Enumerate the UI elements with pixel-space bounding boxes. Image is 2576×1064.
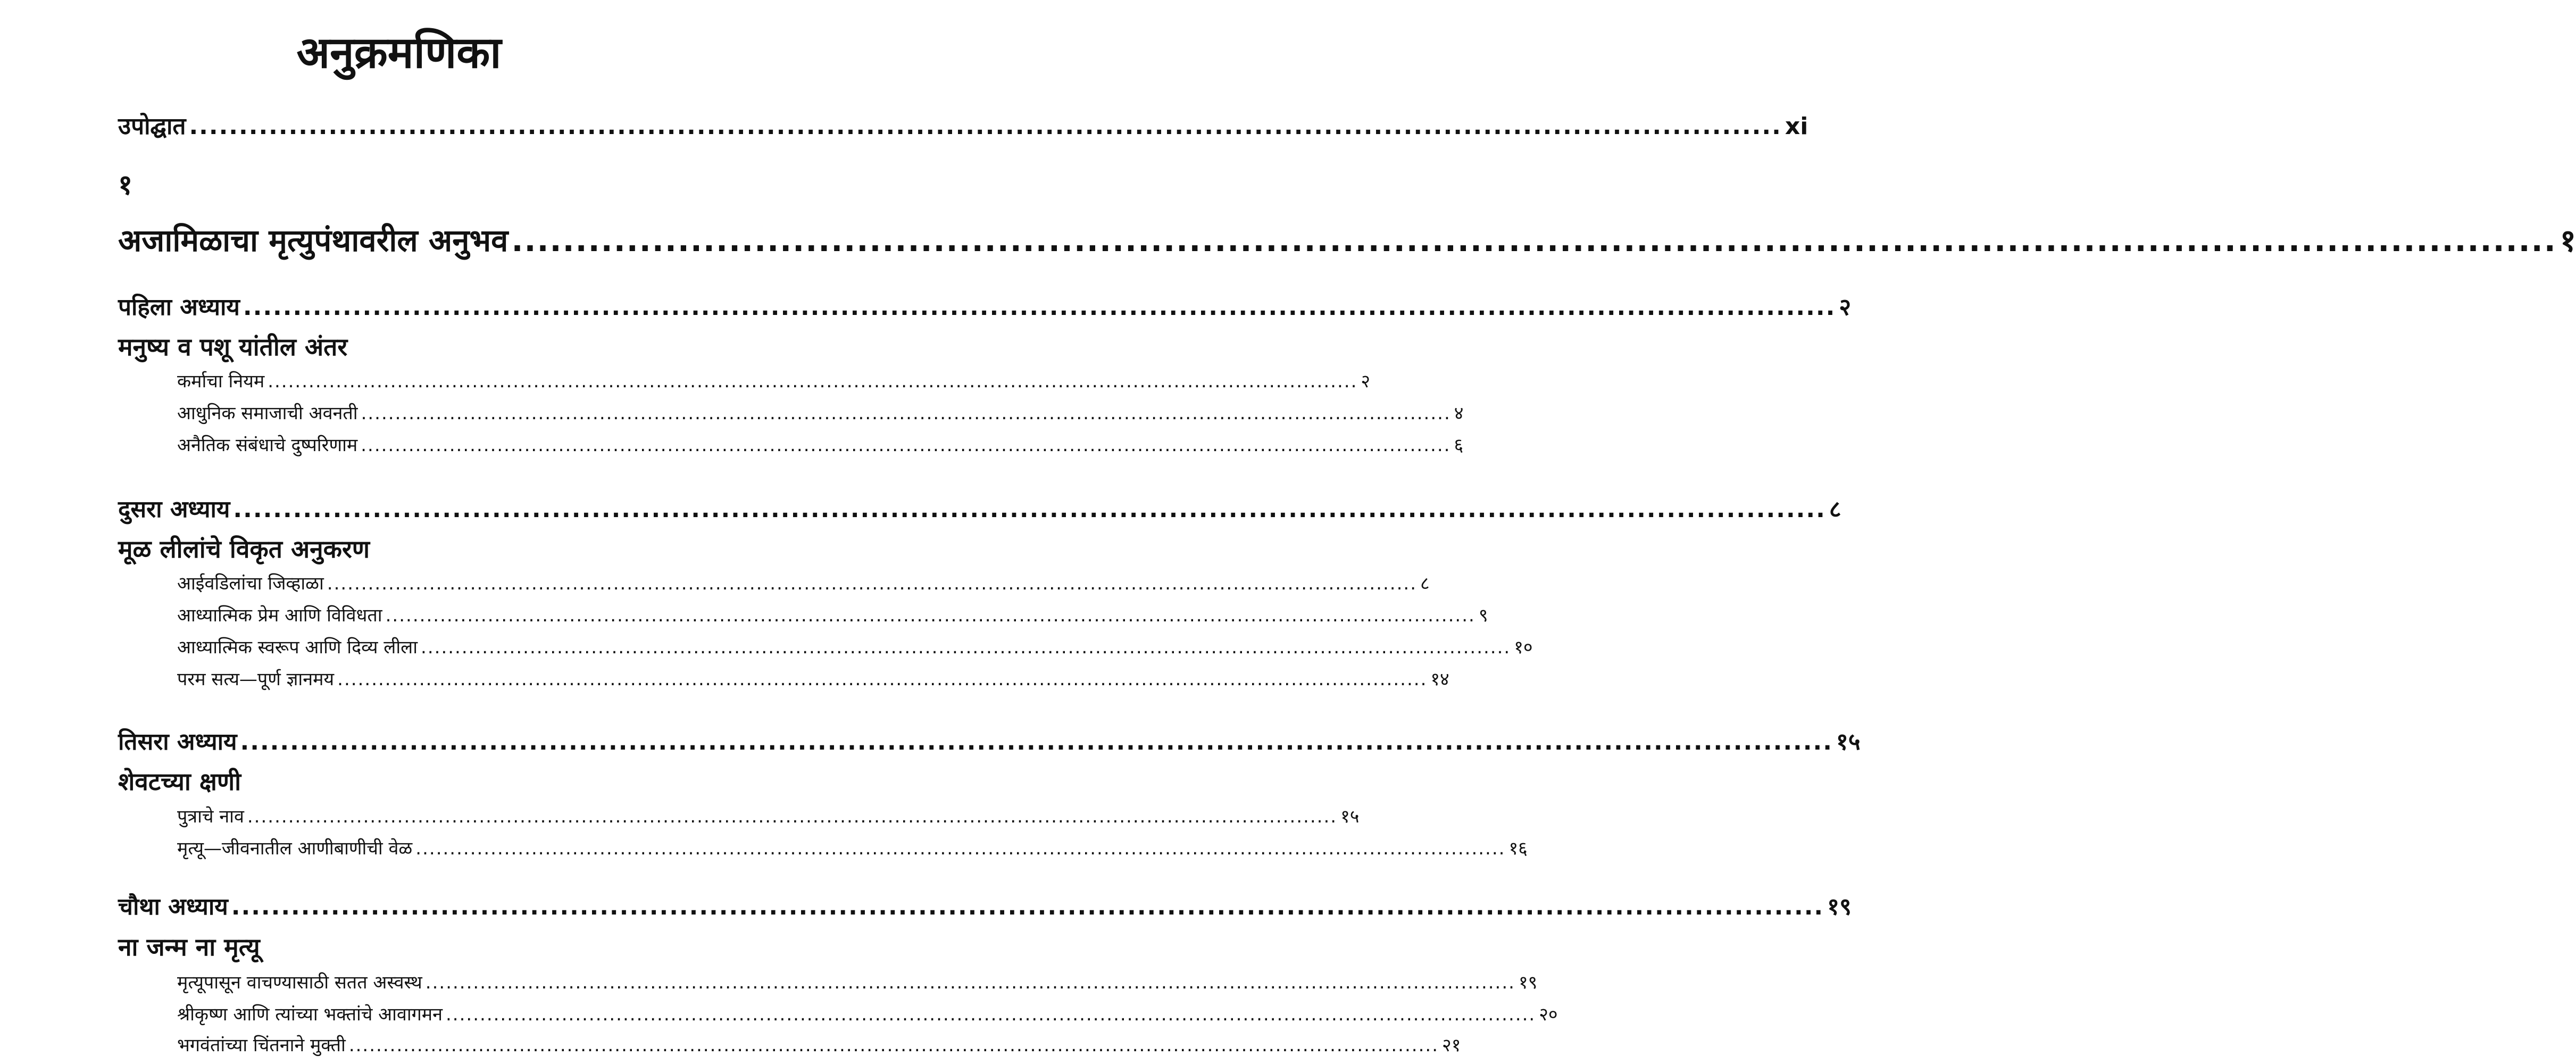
- toc-item-row[interactable]: [177, 835, 1528, 860]
- toc-item-row[interactable]: [177, 666, 1449, 691]
- toc-page-number: १०: [1514, 637, 1533, 658]
- toc-page-number: १६: [1508, 838, 1528, 859]
- toc-page-number: २: [1361, 371, 1371, 392]
- toc-page-number: ९: [1478, 605, 1488, 626]
- toc-item-row[interactable]: [177, 1001, 1558, 1026]
- chapter-heading: ना जन्म ना मृत्यू: [118, 933, 260, 961]
- toc-page-number: xi: [1785, 113, 1808, 140]
- page-title: अनुक्रमणिका: [296, 28, 502, 78]
- toc-page-number: १५: [1836, 728, 1861, 755]
- chapter-label: दुसरा अध्याय: [118, 496, 230, 523]
- dot-leader: ................................................................................................................................................................: [189, 113, 1782, 140]
- toc-item-row[interactable]: [177, 368, 1371, 393]
- dot-leader: ................................................................................................................................................................: [327, 573, 1417, 594]
- toc-item-row[interactable]: [177, 634, 1533, 659]
- part-title: अजामिळाचा मृत्युपंथावरील अनुभव: [118, 222, 508, 259]
- toc-page-number: १५: [1340, 806, 1360, 827]
- toc-intro-row[interactable]: [118, 109, 1808, 141]
- toc-part-row[interactable]: [118, 218, 2576, 260]
- toc-item-label: मृत्यूपासून वाचण्यासाठी सतत अस्वस्थ: [177, 972, 422, 993]
- toc-item-row[interactable]: [177, 602, 1488, 627]
- dot-leader: ................................................................................................................................................................: [511, 222, 2557, 259]
- chapter-label: पहिला अध्याय: [118, 294, 240, 321]
- dot-leader: ................................................................................................................................................................: [421, 637, 1511, 658]
- toc-page-number: ८: [1829, 496, 1841, 523]
- toc-item-label: आईवडिलांचा जिव्हाळा: [177, 573, 324, 594]
- dot-leader: ................................................................................................................................................................: [445, 1004, 1536, 1025]
- toc-page-number: १४: [1430, 669, 1449, 690]
- dot-leader: ................................................................................................................................................................: [268, 371, 1358, 392]
- dot-leader: ................................................................................................................................................................: [337, 669, 1428, 690]
- dot-leader: ................................................................................................................................................................: [385, 605, 1475, 626]
- chapter-heading: शेवटच्या क्षणी: [118, 767, 241, 796]
- dot-leader: ................................................................................................................................................................: [247, 806, 1338, 827]
- dot-leader: ................................................................................................................................................................: [361, 403, 1451, 424]
- toc-page-number: १९: [1827, 893, 1852, 920]
- chapter-heading: मूळ लीलांचे विकृत अनुकरण: [118, 535, 370, 563]
- toc-item-label: आध्यात्मिक प्रेम आणि विविधता: [177, 605, 382, 626]
- toc-chapter-row[interactable]: [118, 290, 1852, 322]
- dot-leader: ................................................................................................................................................................: [425, 972, 1515, 993]
- dot-leader: ................................................................................................................................................................: [240, 728, 1833, 755]
- toc-item-row[interactable]: [177, 400, 1464, 425]
- toc-item-row[interactable]: [177, 1032, 1461, 1057]
- toc-item-label: अनैतिक संबंधाचे दुष्परिणाम: [177, 435, 358, 456]
- toc-page-number: २०: [1539, 1004, 1558, 1025]
- toc-item-label: आधुनिक समाजाची अवनती: [177, 403, 358, 424]
- toc-chapter-row[interactable]: [118, 890, 1852, 921]
- toc-item-row[interactable]: [177, 803, 1360, 828]
- dot-leader: ................................................................................................................................................................: [361, 435, 1451, 456]
- dot-leader: ................................................................................................................................................................: [233, 496, 1826, 523]
- dot-leader: ................................................................................................................................................................: [348, 1035, 1439, 1056]
- dot-leader: ................................................................................................................................................................: [243, 294, 1836, 321]
- toc-item-label: भगवंतांच्या चिंतनाने मुक्ती: [177, 1035, 346, 1056]
- toc-item-label: मृत्यू—जीवनातील आणीबाणीची वेळ: [177, 838, 413, 859]
- dot-leader: ................................................................................................................................................................: [415, 838, 1506, 859]
- chapter-label: तिसरा अध्याय: [118, 728, 237, 755]
- toc-chapter-row[interactable]: [118, 492, 1841, 524]
- part-number: १: [118, 169, 133, 201]
- toc-label: उपोद्घात: [118, 113, 186, 140]
- chapter-heading: मनुष्य व पशू यांतील अंतर: [118, 332, 348, 361]
- toc-page-number: १: [2560, 222, 2576, 259]
- toc-page-number: २: [1839, 294, 1852, 321]
- toc-item-label: कर्माचा नियम: [177, 371, 265, 392]
- toc-item-label: परम सत्य—पूर्ण ज्ञानमय: [177, 669, 335, 690]
- toc-item-label: पुत्राचे नाव: [177, 806, 244, 827]
- toc-page-number: १९: [1518, 972, 1538, 993]
- toc-item-label: श्रीकृष्ण आणि त्यांच्या भक्तांचे आवागमन: [177, 1004, 443, 1025]
- toc-chapter-row[interactable]: [118, 725, 1861, 757]
- toc-page-number: ८: [1420, 573, 1430, 594]
- dot-leader: ................................................................................................................................................................: [231, 893, 1824, 920]
- toc-page-number: ४: [1454, 403, 1464, 424]
- chapter-label: चौथा अध्याय: [118, 893, 228, 920]
- toc-item-label: आध्यात्मिक स्वरूप आणि दिव्य लीला: [177, 637, 418, 658]
- toc-item-row[interactable]: [177, 570, 1430, 595]
- toc-item-row[interactable]: [177, 969, 1538, 994]
- toc-item-row[interactable]: [177, 432, 1464, 456]
- toc-page-number: २१: [1442, 1035, 1461, 1056]
- toc-page-number: ६: [1454, 435, 1464, 456]
